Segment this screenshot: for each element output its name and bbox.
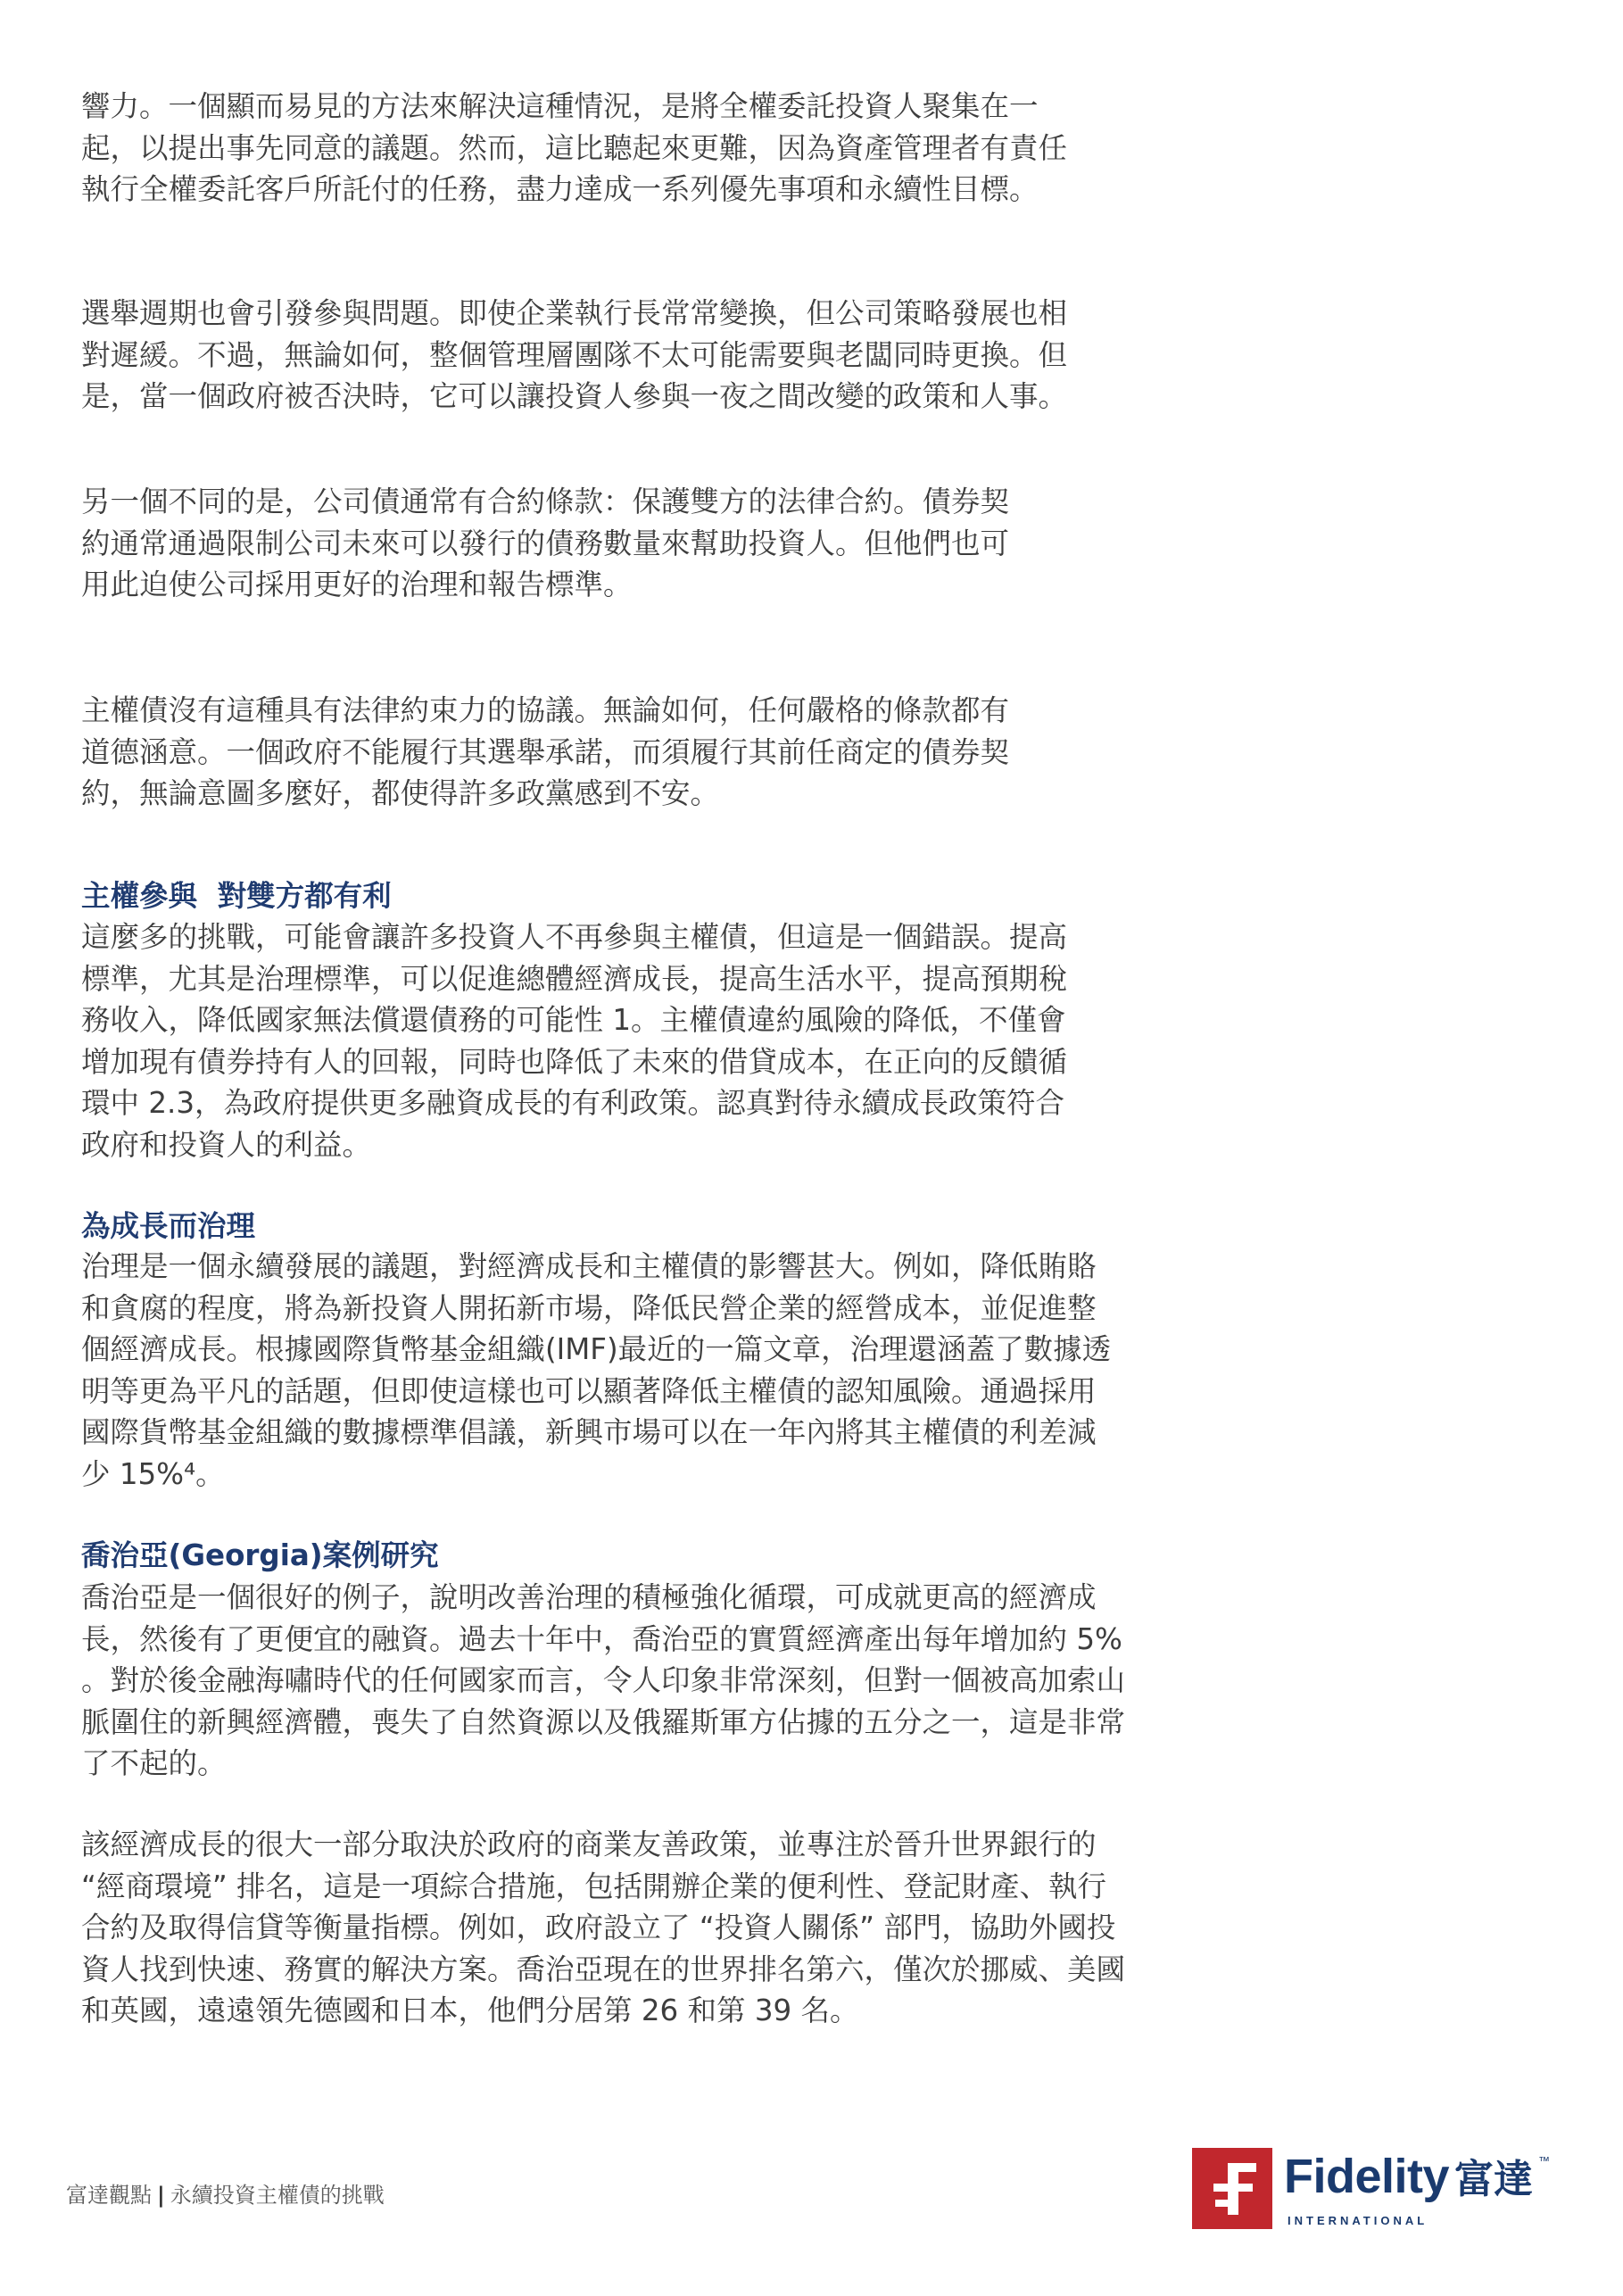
page-footer: [66, 2180, 385, 2210]
footer-separator: |: [157, 2183, 165, 2208]
paragraph-line: 個經濟成長。根據國際貨幣基金組織(IMF)最近的一篇文章，治理還涵蓋了數據透: [81, 1332, 1112, 1366]
paragraph: [81, 86, 1067, 211]
paragraph-line: 少 15%⁴。: [81, 1456, 225, 1491]
paragraph-line: 執行全權委託客戶所託付的任務，盡力達成一系列優先事項和永續性目標。: [81, 172, 1039, 206]
logo-wordmark-text: Fidelity: [1284, 2150, 1450, 2203]
paragraph-line: 。對於後金融海嘯時代的任何國家而言，令人印象非常深刻，但對一個被高加索山: [81, 1663, 1126, 1697]
paragraph-line: 主權債沒有這種具有法律約束力的協議。無論如何，任何嚴格的條款都有: [81, 693, 1010, 727]
paragraph-line: 環中 2.3，為政府提供更多融資成長的有利政策。認真對待永續成長政策符合: [81, 1086, 1065, 1120]
paragraph-line: 是，當一個政府被否決時，它可以讓投資人參與一夜之間改變的政策和人事。: [81, 379, 1068, 413]
paragraph-line: 合約及取得信貸等衡量指標。例如，政府設立了 “投資人關係” 部門，協助外國投: [81, 1911, 1116, 1944]
footer-title: 永續投資主權債的挑戰: [170, 2183, 385, 2208]
logo-trademark: ™: [1538, 2154, 1551, 2168]
paragraph-line: 用此迫使公司採用更好的治理和報告標準。: [81, 568, 633, 601]
section-heading: 喬治亞(Georgia)案例研究: [81, 1538, 439, 1572]
paragraph-line: 喬治亞是一個很好的例子，說明改善治理的積極強化循環，可成就更高的經濟成: [81, 1580, 1097, 1614]
logo-subtitle: INTERNATIONAL: [1288, 2214, 1428, 2227]
paragraph-line: 道德涵意。一個政府不能履行其選舉承諾，而須履行其前任商定的債券契: [81, 734, 1010, 769]
paragraph: [81, 481, 1009, 606]
section-heading: 為成長而治理: [81, 1209, 256, 1243]
logo-wordmark: [1284, 2152, 1550, 2204]
paragraph-line: 長，然後有了更便宜的融資。過去十年中，喬治亞的實質經濟產出每年增加約 5%: [81, 1621, 1122, 1656]
paragraph-line: 和英國，遠遠領先德國和日本，他們分居第 26 和第 39 名。: [81, 1993, 859, 2027]
paragraph-line: 增加現有債券持有人的回報，同時也降低了未來的借貸成本，在正向的反饋循: [81, 1044, 1068, 1079]
paragraph-line: 選舉週期也會引發參與問題。即使企業執行長常常變換，但公司策略發展也相: [81, 296, 1068, 330]
paragraph-line: “經商環境” 排名，這是一項綜合措施，包括開辦企業的便利性、登記財產、執行: [81, 1869, 1107, 1903]
paragraph: [81, 1246, 1111, 1495]
paragraph-line: 起，以提出事先同意的議題。然而，這比聽起來更難，因為資產管理者有責任: [81, 130, 1068, 165]
paragraph-line: 和貪腐的程度，將為新投資人開拓新市場，降低民營企業的經營成本，並促進整: [81, 1290, 1097, 1325]
paragraph-line: 脈圍住的新興經濟體，喪失了自然資源以及俄羅斯軍方佔據的五分之一，這是非常: [81, 1704, 1126, 1739]
section-heading: 主權參與 對雙方都有利: [81, 879, 392, 913]
paragraph: [81, 1824, 1125, 2032]
paragraph-line: 標準，尤其是治理標準，可以促進總體經濟成長，提高生活水平，提高預期稅: [81, 961, 1068, 996]
paragraph-line: 約，無論意圖多麼好，都使得許多政黨感到不安。: [81, 776, 720, 810]
paragraph-line: 另一個不同的是，公司債通常有合約條款：保護雙方的法律合約。債券契: [81, 485, 1010, 518]
paragraph: [81, 1577, 1125, 1785]
paragraph-line: 務收入，降低國家無法償還債務的可能性 1。主權債違約風險的降低，不僅會: [81, 1003, 1066, 1037]
paragraph: [81, 293, 1067, 418]
paragraph-line: 了不起的。: [81, 1746, 227, 1780]
fidelity-f-mark-icon: [1192, 2148, 1272, 2229]
paragraph-line: 這麼多的挑戰，可能會讓許多投資人不再參與主權債，但這是一個錯誤。提高: [81, 920, 1068, 954]
paragraph: [81, 916, 1067, 1165]
paragraph-line: 約通常通過限制公司未來可以發行的債務數量來幫助投資人。但他們也可: [81, 526, 1010, 560]
footer-series: 富達觀點: [66, 2183, 152, 2208]
paragraph-line: 國際貨幣基金組織的數據標準倡議，新興市場可以在一年內將其主權債的利差減: [81, 1415, 1097, 1449]
logo-chinese-text: 富達: [1454, 2157, 1534, 2202]
paragraph-line: 響力。一個顯而易見的方法來解決這種情況，是將全權委託投資人聚集在一: [81, 89, 1039, 123]
paragraph-line: 政府和投資人的利益。: [81, 1127, 372, 1162]
paragraph-line: 對遲緩。不過，無論如何，整個管理層團隊不太可能需要與老闆同時更換。但: [81, 337, 1068, 372]
paragraph-line: 治理是一個永續發展的議題，對經濟成長和主權債的影響甚大。例如，降低賄賂: [81, 1249, 1097, 1283]
paragraph-line: 該經濟成長的很大一部分取決於政府的商業友善政策，並專注於晉升世界銀行的: [81, 1828, 1097, 1861]
paragraph-line: 資人找到快速、務實的解決方案。喬治亞現在的世界排名第六，僅次於挪威、美國: [81, 1952, 1126, 1986]
paragraph: [81, 690, 1009, 815]
paragraph-line: 明等更為平凡的話題，但即使這樣也可以顯著降低主權債的認知風險。通過採用: [81, 1373, 1097, 1408]
